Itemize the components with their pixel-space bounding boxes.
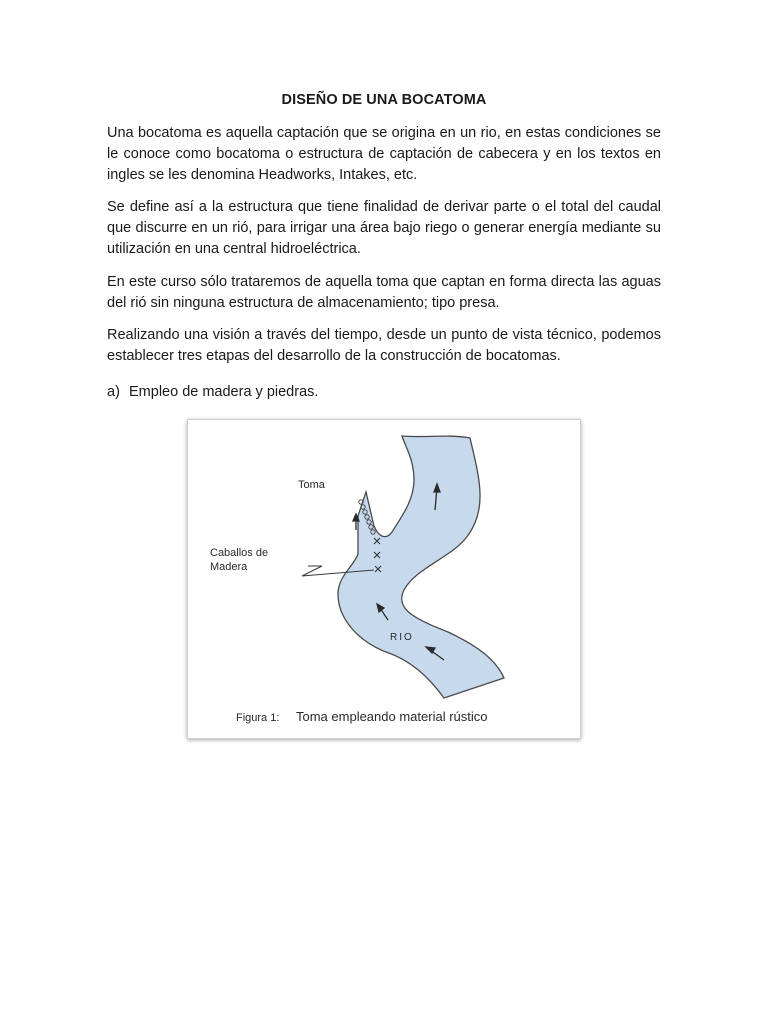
paragraph-definition: Una bocatoma es aquella captación que se origina en un rio, en estas condiciones se le conoce como bocatoma o estructura de captación de cabecera y en los textos en ingles se les denomina Headworks, Intakes, etc.	[107, 125, 661, 183]
paragraph-scope: En este curso sólo trataremos de aquella toma que captan en forma directa las aguas del rió sin ninguna estructura de almacenamiento; tipo presa.	[107, 274, 661, 311]
list-marker: a)	[107, 384, 120, 400]
list-item	[107, 382, 318, 403]
label-caballos-line2: Madera	[210, 561, 248, 573]
caption-prefix: Figura 1:	[236, 712, 280, 724]
caption-text: Toma empleando material rústico	[296, 709, 488, 724]
label-toma: Toma	[298, 479, 325, 491]
paragraph-purpose: Se define así a la estructura que tiene finalidad de derivar parte o el total del caudal que discurre en un rió, para irrigar una área bajo riego o generar energía mediante su utilización en una central hidroeléctrica.	[107, 199, 661, 257]
paragraph-history: Realizando una visión a través del tiempo, desde un punto de vista técnico, podemos establecer tres etapas del desarrollo de la construcción de bocatomas.	[107, 327, 661, 364]
label-rio: RIO	[390, 632, 414, 643]
river-shape	[338, 436, 504, 698]
label-caballos-line1: Caballos de	[210, 547, 269, 559]
figure-river-intake	[187, 419, 581, 739]
document-title: DISEÑO DE UNA BOCATOMA	[281, 92, 487, 108]
river-diagram	[188, 420, 580, 738]
list-item-text: Empleo de madera y piedras.	[129, 384, 319, 400]
